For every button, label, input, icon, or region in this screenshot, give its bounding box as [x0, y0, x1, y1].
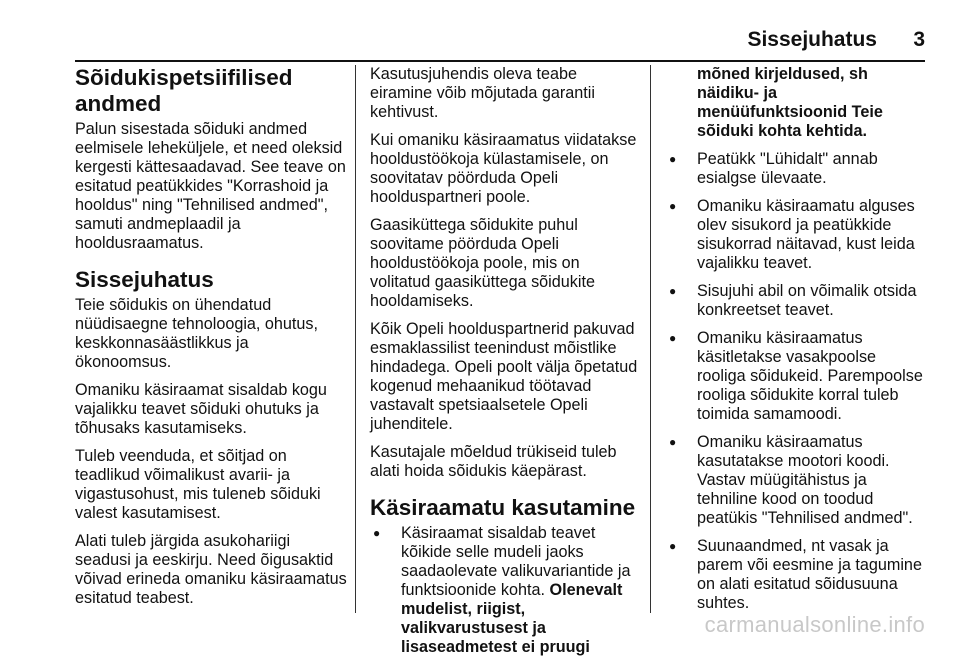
paragraph: Kasutusjuhendis oleva teabe eiramine võib mõjutada garantii kehtivust.	[370, 65, 595, 121]
paragraph: Kui omaniku käsiraamatus viidatakse hooldustöökoja külastamisele, on soovitatav pöörduda Opeli hoolduspartneri poole.	[370, 131, 637, 206]
paragraph: Tuleb veenduda, et sõitjad on teadlikud võimalikust avarii- ja vigastusohust, mis tuleneb sõiduki valest kasutamisest.	[75, 447, 321, 522]
list-item: ● Suunaandmed, nt vasak ja parem või eesmine ja tagumine on alati esitatud sõidusuuna suhtes.	[666, 537, 928, 613]
page-number: 3	[913, 28, 925, 51]
header-title: Sissejuhatus	[747, 28, 877, 51]
page-header	[75, 22, 925, 62]
paragraph: Kasutajale mõeldud trükiseid tuleb alati hoida sõidukis käepärast.	[370, 443, 617, 480]
bullet-list	[370, 524, 638, 657]
bullet-list	[666, 150, 928, 613]
paragraph: Omaniku käsiraamat sisaldab kogu vajalikku teavet sõiduki ohutuks ja tõhusaks kasutamiseks.	[75, 381, 327, 437]
paragraph: Teie sõidukis on ühendatud nüüdisaegne tehnoloogia, ohutus, keskkonnasäästlikkus ja ökonoomsus.	[75, 296, 319, 371]
list-item: ● Omaniku käsiraamatus käsitletakse vasakpoolse rooliga sõidukeid. Parempoolse rooliga sõidukite korral tuleb toimida samamoodi.	[666, 329, 928, 424]
list-item: ● Omaniku käsiraamatu alguses olev sisukord ja peatükkide sisukorrad näitavad, kust leida vajalikku teavet.	[666, 197, 928, 273]
watermark: carmanualsonline.info	[704, 612, 925, 637]
list-item: ● Sisujuhi abil on võimalik otsida konkreetset teavet.	[666, 282, 928, 320]
section-heading-vehicle-data: Sõidukispetsiifilised andmed	[75, 65, 293, 116]
list-item: ● Omaniku käsiraamatus kasutatakse mootori koodi. Vastav müügitähistus ja tehniline kood on toodud peatükis "Tehnilised andmed".	[666, 433, 928, 528]
paragraph: Kõik Opeli hoolduspartnerid pakuvad esmaklassilist teenindust mõistlike hindadega. Opeli poolt välja õpetatud kogenud mehaanikud töötavad vastavalt spetsiaalsetele Opeli juhenditele.	[370, 320, 638, 433]
section-heading-introduction: Sissejuhatus	[75, 267, 214, 292]
list-item: ● Peatükk "Lühidalt" annab esialgse ülevaate.	[666, 150, 928, 188]
column-3	[666, 65, 928, 622]
list-item: ● Käsiraamat sisaldab teavet kõikide selle mudeli jaoks saadaolevate valikuvariantide ja funktsioonide kohta. Olenevalt mudelist, riigist, valikvarustusest ja lisaseadmetest ei pruugi	[370, 524, 638, 657]
column-1	[75, 65, 347, 617]
paragraph: Gaasiküttega sõidukite puhul soovitame pöörduda Opeli hooldustöökoja poole, mis on volitatud gaasiküttega sõidukite hooldamiseks.	[370, 216, 595, 310]
section-heading-using-manual: Käsiraamatu kasutamine	[370, 495, 636, 520]
paragraph: Palun sisestada sõiduki andmed eelmisele leheküljele, et need oleksid kergesti kättesaadavad. See teave on esitatud peatükkides "Korrashoid ja hooldus" ning "Tehnilised andmed", samuti andmeplaadil ja hooldusraamatus.	[75, 120, 346, 252]
column-2	[370, 65, 638, 666]
list-item-continuation: mõned kirjeldused, sh näidiku- ja menüüfunktsioonid Teie sõiduki kohta kehtida.	[697, 65, 883, 140]
column-divider-1	[355, 65, 356, 613]
column-divider-2	[650, 65, 651, 613]
paragraph: Alati tuleb järgida asukohariigi seadusi ja eeskirju. Need õigusaktid võivad erineda omaniku käsiraamatus esitatud teabest.	[75, 532, 347, 607]
